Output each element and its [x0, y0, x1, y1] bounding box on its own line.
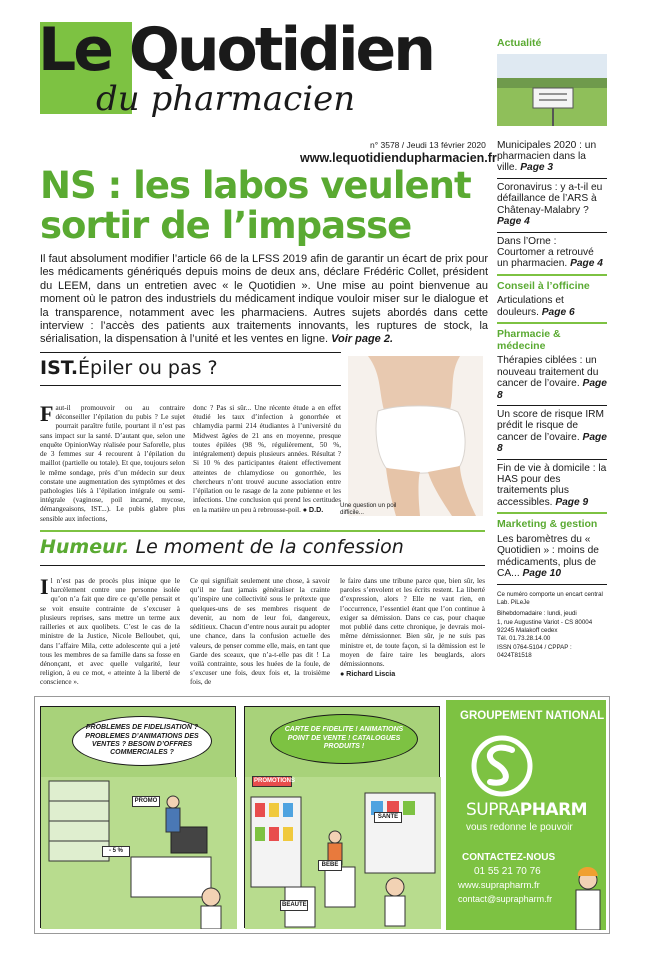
lead-text: Il faut absolument modifier l’article 66 de la LFSS 2019 afin de garantir un écart de prix pour les médicaments génériqués depuis moins de deux ans, déclare Frédéric Collet, président du LEEM, dans un entretien avec « le Quotidien ». Une mise au point bienvenue au moment où le patron des industriels du médicament indique vouloir miser sur le dialogue et la transparence, notamment avec les pharmaciens. Autres sujets abordés dans cette interview : l’accès des patients aux traitements innovants, les ruptures de stock, la sérialisation, la dispensation à l’unité et les ventes en ligne. — [40, 253, 488, 346]
sign-bebe: BEBE — [318, 860, 342, 871]
ist-column-2: donc ? Pas si sûr... Une récente étude a en effet étudié les taux d’infection à gonorrhée et chlamydia parmi 214 étudiantes à l’université du Midwest âgées de 21 ans en moyenne, presque toutes épilées (98 %, régulièrement, 50 %, intégralement) depuis plusieurs années. Résultat ? Si 10 % des participantes étaient effectivement atteintes de chlamydiose ou gonorrhée, les chercheurs n’ont trouvé aucune association entre l’épilation ou le rasage de la zone pubienne et les infections. Une conclusion qui prend les certitudes en la matière un peu à rebrousse-poil. ● D.D. — [193, 404, 341, 515]
dropcap: I — [40, 574, 49, 599]
ist-col2-text: donc ? Pas si sûr... Une récente étude a en effet étudié les taux d’infection à gonorrhée et chlamydia parmi 214 étudiantes à l’université du Midwest âgées de 21 ans en moyenne, presque toutes épilées (98 %, régulièrement, 50 %, intégralement) depuis plusieurs années. Résultat ? Si 10 % des participantes étaient effectivement atteintes de chlamydiose ou gonorrhée, les chercheurs n’ont trouvé aucune association entre l’épilation ou le rasage de la zone pubienne et les infections. Une conclusion qui prend les certitudes en la matière un peu à rebrousse-poil. — [193, 404, 341, 515]
fine-print-line: 92245 Malakoff cedex — [497, 626, 558, 634]
sidebar-item-text: Thérapies ciblées : un nouveau traitement du cancer de l’ovaire. — [497, 355, 599, 390]
humeur-col1-text: l n’est pas de procès plus inique que le harcèlement contre une personne isolée qu’on n’a fait que dire ce qu’elle pensait et se voit ensuite contrainte de s’excuser à plusieurs reprises, sans mettre un terme aux railleries et aux quolibets. C’est le cas de la ministre de la Justice, Nicole Belloubet, qui, dans l’affaire Mila, cette adolescente qui a jeté tous les membres de sa famille dans sa fosse en dénonçant, et avec quelle vulgarité, leur religion, à eu ce mot, « atteinte à la liberté de conscience ». — [40, 577, 180, 687]
lead-body — [40, 253, 488, 347]
ist-kicker: IST. — [40, 357, 79, 379]
fine-print-line: Bihebdomadaire : lundi, jeudi — [497, 610, 577, 618]
sidebar-item-text: Municipales 2020 : un pharmacien dans la ville. — [497, 139, 597, 174]
humeur-kicker: Humeur. — [40, 536, 130, 558]
sidebar-item-page: Page 9 — [555, 496, 589, 508]
sidebar-item[interactable] — [497, 460, 607, 515]
sign-sante: SANTE — [374, 812, 402, 823]
ad-email[interactable]: contact@suprapharm.fr — [458, 894, 553, 904]
sidebar-item-text: Un score de risque IRM prédit le risque de cancer de l’ovaire. — [497, 408, 605, 443]
sidebar-item[interactable] — [497, 406, 607, 460]
ist-column-1 — [40, 401, 185, 524]
divider — [40, 565, 485, 566]
fine-print-line: Ce numéro comporte un encart central Lab. PiLeJe — [497, 590, 603, 606]
logo-subtitle: du pharmacien — [96, 79, 356, 119]
ad-group-label: GROUPEMENT NATIONAL — [460, 710, 605, 722]
divider — [40, 530, 485, 532]
ad-website[interactable]: www.suprapharm.fr — [458, 880, 540, 891]
sidebar-item[interactable] — [497, 352, 607, 406]
sidebar-item-page: Page 6 — [541, 306, 575, 318]
sidebar-item-page: Page 3 — [520, 162, 554, 174]
ist-signature: D.D. — [308, 505, 324, 515]
sign-discount: - 5 % — [102, 846, 130, 857]
humeur-column-1 — [40, 574, 180, 688]
issue-info: n° 3578 / Jeudi 13 février 2020 — [370, 140, 486, 150]
humeur-column-2 — [190, 577, 330, 688]
divider — [40, 385, 341, 386]
section-marketing[interactable]: Marketing & gestion — [497, 518, 598, 531]
ad-tagline: vous redonne le pouvoir — [466, 822, 573, 833]
sidebar-item-page: Page 8 — [497, 378, 607, 401]
section-actualite[interactable]: Actualité — [497, 37, 542, 49]
sidebar-item[interactable] — [497, 292, 607, 324]
sign-promotions: PROMOTIONS — [252, 776, 292, 787]
ad-phone[interactable]: 01 55 21 70 76 — [474, 866, 541, 877]
divider — [40, 352, 341, 353]
sidebar-item-text: Articulations et douleurs. — [497, 295, 564, 318]
sidebar-item-text: Fin de vie à domicile : la HAS pour des traitements plus accessibles. — [497, 462, 607, 508]
fine-print-line: Tél. 01.73.28.14.00 — [497, 635, 551, 643]
ist-col1-text: aut-il promouvoir ou au contraire déconseiller l’épilation du pubis ? Le sujet pourrait paraître futile, pourtant il n’est pas sans impact sur la santé. D’autant que, selon une enquête OpinionWay réalisée pour Saforelle, plus de 3 femmes sur 4 recourent à l’épilation du maillot (partielle ou totale). Et que, toujours selon le même sondage, près d’un médecin sur deux constate une augmentation des symptômes et des pathologies liés à l’épilation intégrale ou semi-intégrale (vaginose, poil incarné, mycose, démangeaisons, IST...). Le pubis glabre plus sensible aux infections, — [40, 404, 185, 523]
humeur-col2-text: Ce qui signifiait seulement une chose, à savoir qu’il ne faut jamais généraliser la crainte qu’inspire une collectivité sous le prétexte que quelques-uns de ses membres risquent de devenir, au nom de leur foi, dangereux, séditieux. Chacun d’entre nous aurait pu adopter une chance, dans la confusion actuelle des valeurs, de penser comme elle, mais, en tant que Garde des sceaux, que n’a-t-elle pas dit ! La voilà contrainte, sous les huées de la foule, de s’excuser une fois, deux fois et, la troisième fois, de — [190, 577, 330, 687]
humeur-signature: Richard Liscia — [346, 669, 396, 679]
ist-photo-caption: Une question un poil difficile... — [340, 502, 397, 517]
municipales-photo — [497, 54, 607, 126]
ist-title[interactable] — [40, 357, 218, 379]
sidebar-item-page: Page 4 — [497, 216, 530, 228]
section-conseil[interactable]: Conseil à l’officine — [497, 279, 590, 292]
fine-print-line: ISSN 0764-5104 / CPPAP : 0424T81518 — [497, 643, 572, 660]
website-link[interactable]: www.lequotidiendupharmacien.fr — [300, 151, 497, 165]
sidebar-item-page: Page 10 — [522, 568, 562, 580]
sidebar — [497, 38, 607, 660]
ad-contact-heading: CONTACTEZ-NOUS — [462, 852, 556, 863]
sidebar-item[interactable] — [497, 531, 607, 585]
fine-print-line: 1, rue Augustine Variot - CS 80004 — [497, 618, 593, 626]
lead-page-ref[interactable]: Voir page 2. — [331, 333, 394, 346]
humeur-title-text: Le moment de la confession — [135, 536, 404, 558]
speech-bubble-problems: PROBLEMES DE FIDELISATION ? PROBLEMES D’ANIMATIONS DES VENTES ? BESOIN D’OFFRES COMMERCIALES ? — [72, 716, 212, 766]
sidebar-item-page: Page 4 — [570, 258, 603, 270]
brand-part-a: SUPRA — [466, 800, 520, 820]
brand-part-b: PHARM — [519, 800, 588, 820]
sign-beaute: BEAUTE — [280, 900, 308, 911]
sign-promo: PROMO — [132, 796, 160, 807]
humeur-column-3: le faire dans une tribune parce que, bien sûr, les paroles s’envolent et les écrits restent. La liberté d’expression, alors ? Elle ne vaut rien, en l’occurrence, l’essentiel étant que l’on continue à exiger sa démission. Dans ce cas, pour chaque mot publié dans cette chronique, je devrais moi-même démissionner. Bien sûr, je ne suis pas ministre et, de toute façon, si la démission est le moyen de faire taire les beuglards, alors démissionnons. ● Richard Liscia — [340, 577, 485, 679]
ist-photo — [348, 356, 483, 516]
sidebar-item-page: Page 8 — [497, 431, 607, 455]
sidebar-item[interactable] — [497, 233, 607, 276]
publication-info — [497, 591, 607, 661]
logo-title: Le Quotidien — [38, 15, 433, 85]
sidebar-item[interactable] — [497, 179, 607, 233]
suprapharm-logo[interactable] — [466, 800, 587, 820]
sidebar-item-text: Dans l’Orne : Courtomer a retrouvé un pharmacien. — [497, 235, 594, 270]
lead-headline[interactable]: NS : les labos veulent sortir de l’impasse — [40, 164, 471, 247]
ist-title-text: Épiler ou pas ? — [78, 357, 218, 379]
dropcap: F — [40, 401, 54, 426]
sidebar-item[interactable] — [497, 137, 607, 179]
section-pharmacie[interactable]: Pharmacie & médecine — [497, 328, 561, 352]
speech-bubble-solutions: CARTE DE FIDELITE ! ANIMATIONS POINT DE VENTE ! CATALOGUES PRODUITS ! — [270, 714, 418, 764]
sidebar-item-text: Les baromètres du « Quotidien » : moins de médicaments, plus de CA... — [497, 533, 599, 580]
humeur-col3-text: le faire dans une tribune parce que, bien sûr, les paroles s’envolent et les écrits restent. La liberté d’expression, alors ? Elle ne vaut rien, en l’occurrence, l’essentiel étant que l’on continue à exiger sa démission. Dans ce cas, pour chaque mot publié dans cette chronique, je devrais moi-même démissionner. Bien sûr, je ne suis pas ministre et, de toute façon, si la démission est le moyen de faire taire les beuglards, alors démissionnons. — [340, 577, 485, 668]
humeur-title[interactable] — [40, 536, 404, 558]
sidebar-item-text: Coronavirus : y a-t-il eu défaillance de l’ARS à Châtenay-Malabry ? — [497, 181, 603, 216]
